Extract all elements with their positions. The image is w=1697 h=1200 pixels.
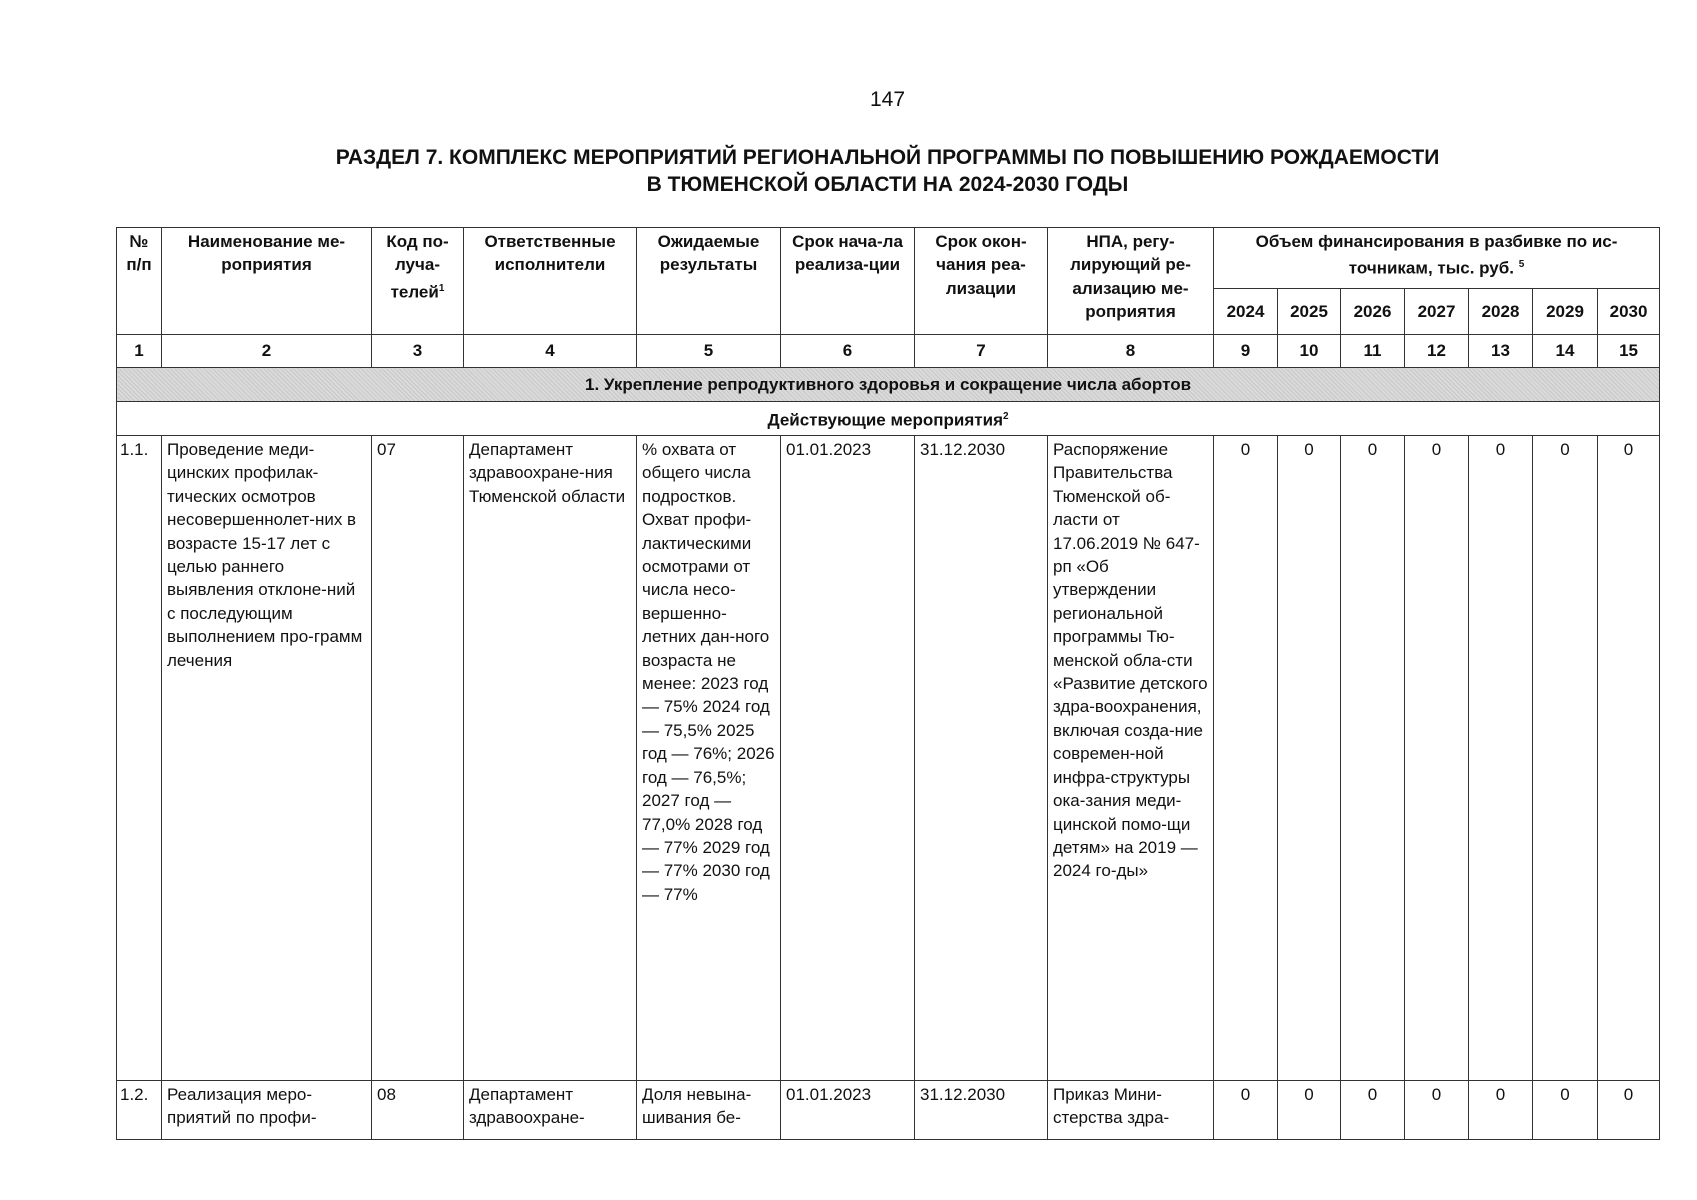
- row-funding: 0: [1405, 436, 1469, 1081]
- row-funding: 0: [1469, 1081, 1533, 1140]
- row-name: Проведение меди-цинских профилак-тических осмотров несовершеннолет-них в возрасте 15-17 лет с целью раннего выявления отклоне-ний с последующим выполнением про-грамм лечения: [162, 436, 372, 1081]
- header-npa: НПА, регу-лирующий ре-ализацию ме-роприятия: [1048, 228, 1214, 335]
- col-num: 10: [1278, 335, 1341, 368]
- row-funding: 0: [1341, 1081, 1405, 1140]
- row-funding: 0: [1533, 436, 1598, 1081]
- row-results: Доля невына-шивания бе-: [637, 1081, 781, 1140]
- header-responsible: Ответственные исполнители: [464, 228, 637, 335]
- col-num: 1: [117, 335, 162, 368]
- row-num: 1.2.: [117, 1081, 162, 1140]
- header-year: 2028: [1469, 289, 1533, 335]
- title-line-2: В ТЮМЕНСКОЙ ОБЛАСТИ НА 2024-2030 ГОДЫ: [646, 173, 1129, 196]
- subsection-row: [117, 402, 1660, 436]
- column-numbers-row: [117, 335, 1660, 368]
- col-num: 13: [1469, 335, 1533, 368]
- row-end: 31.12.2030: [915, 436, 1048, 1081]
- row-npa: Распоряжение Правительства Тюменской об-ласти от 17.06.2019 № 647-рп «Об утверждении региональной программы Тю-менской обла-сти «Развитие детского здра-воохранения, включая созда-ние современ-ной инфра-структуры ока-зания меди-цинской помо-щи детям» на 2019 — 2024 го-ды»: [1048, 436, 1214, 1081]
- row-funding: 0: [1598, 436, 1660, 1081]
- header-num: № п/п: [117, 228, 162, 335]
- col-num: 15: [1598, 335, 1660, 368]
- row-funding: 0: [1598, 1081, 1660, 1140]
- col-num: 4: [464, 335, 637, 368]
- measures-table: [116, 227, 1660, 1140]
- row-funding: 0: [1278, 436, 1341, 1081]
- header-year: 2027: [1405, 289, 1469, 335]
- col-num: 8: [1048, 335, 1214, 368]
- row-responsible: Департамент здравоохране-: [464, 1081, 637, 1140]
- page-title: [116, 144, 1659, 198]
- header-year: 2026: [1341, 289, 1405, 335]
- header-year: 2029: [1533, 289, 1598, 335]
- header-code: Код по-луча-телей$^1$: [372, 228, 464, 335]
- row-code: 07: [372, 436, 464, 1081]
- section-row: [117, 368, 1660, 402]
- header-funding: Объем финансирования в разбивке по ис-точникам, тыс. руб. $^5$: [1214, 228, 1660, 289]
- table-row: [117, 1081, 1660, 1140]
- header-start: Срок нача-ла реализа-ции: [781, 228, 915, 335]
- row-funding: 0: [1533, 1081, 1598, 1140]
- header-results: Ожидаемые результаты: [637, 228, 781, 335]
- row-npa: Приказ Мини-стерства здра-: [1048, 1081, 1214, 1140]
- row-funding: 0: [1214, 1081, 1278, 1140]
- row-funding: 0: [1469, 436, 1533, 1081]
- header-name: Наименование ме-роприятия: [162, 228, 372, 335]
- row-funding: 0: [1278, 1081, 1341, 1140]
- col-num: 14: [1533, 335, 1598, 368]
- row-funding: 0: [1341, 436, 1405, 1081]
- section-title: 1. Укрепление репродуктивного здоровья и сокращение числа абортов: [117, 368, 1660, 402]
- col-num: 12: [1405, 335, 1469, 368]
- row-name: Реализация меро-приятий по профи-: [162, 1081, 372, 1140]
- title-line-1: РАЗДЕЛ 7. КОМПЛЕКС МЕРОПРИЯТИЙ РЕГИОНАЛЬНОЙ ПРОГРАММЫ ПО ПОВЫШЕНИЮ РОЖДАЕМОСТИ: [335, 146, 1440, 169]
- col-num: 7: [915, 335, 1048, 368]
- col-num: 3: [372, 335, 464, 368]
- header-year: 2024: [1214, 289, 1278, 335]
- row-code: 08: [372, 1081, 464, 1140]
- row-end: 31.12.2030: [915, 1081, 1048, 1140]
- row-responsible: Департамент здравоохране-ния Тюменской области: [464, 436, 637, 1081]
- page-number: 147: [869, 88, 906, 111]
- col-num: 11: [1341, 335, 1405, 368]
- subsection-title: Действующие мероприятия$^2$: [117, 402, 1660, 436]
- row-funding: 0: [1405, 1081, 1469, 1140]
- row-start: 01.01.2023: [781, 436, 915, 1081]
- row-funding: 0: [1214, 436, 1278, 1081]
- row-num: 1.1.: [117, 436, 162, 1081]
- row-start: 01.01.2023: [781, 1081, 915, 1140]
- table-row: [117, 436, 1660, 1081]
- header-year: 2025: [1278, 289, 1341, 335]
- header-end: Срок окон-чания реа-лизации: [915, 228, 1048, 335]
- header-row: [117, 228, 1660, 289]
- col-num: 6: [781, 335, 915, 368]
- col-num: 2: [162, 335, 372, 368]
- col-num: 5: [637, 335, 781, 368]
- header-year: 2030: [1598, 289, 1660, 335]
- col-num: 9: [1214, 335, 1278, 368]
- row-results: % охвата от общего числа подростков. Охват профи-лактическими осмотрами от числа несо-вершенно-летних дан-ного возраста не менее: 2023 год — 75% 2024 год — 75,5% 2025 год — 76%; 2026 год — 76,5%; 2027 год — 77,0% 2028 год — 77% 2029 год — 77% 2030 год — 77%: [637, 436, 781, 1081]
